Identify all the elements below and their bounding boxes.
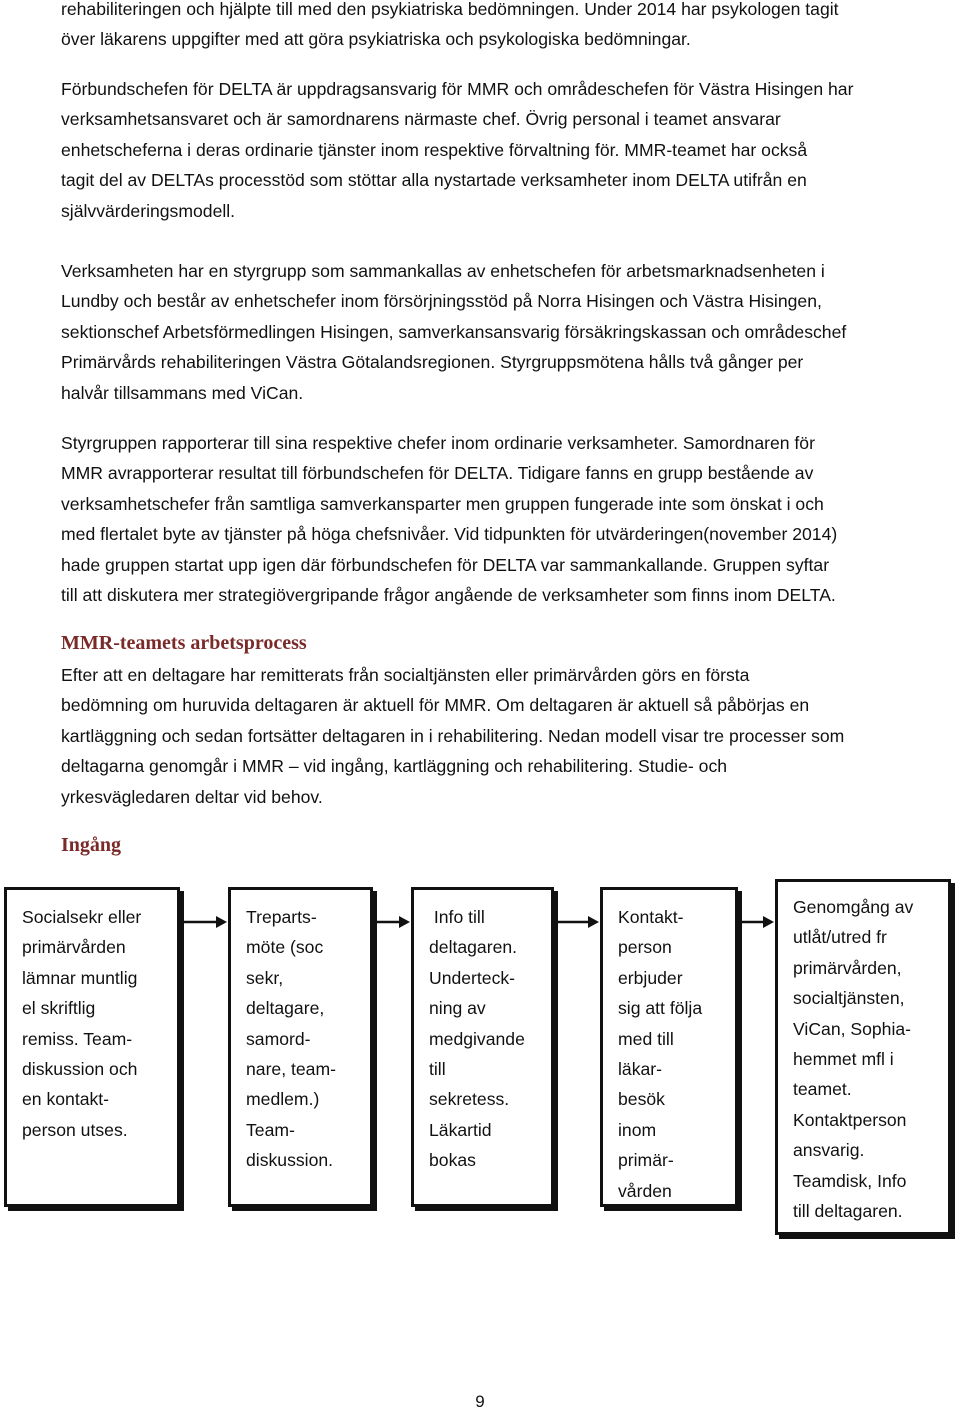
arrow-right-icon [740, 914, 775, 930]
box-line: Teamdisk, Info [793, 1170, 907, 1191]
box-line: medgivande [429, 1028, 525, 1049]
box-line: person utses. [22, 1119, 128, 1140]
box-line: till [429, 1059, 446, 1080]
box-line: medlem.) [246, 1089, 320, 1110]
box-line: nare, team- [246, 1059, 336, 1080]
text-line: kartläggning och sedan fortsätter deltagaren in i rehabilitering. Nedan modell visar tre processer som [61, 725, 845, 746]
box-line: Treparts- [246, 907, 317, 927]
text-line: sektionschef Arbetsförmedlingen Hisingen, samverkansansvarig försäkringskassan och områdeschef [61, 321, 847, 342]
box-line: socialtjänsten, [793, 988, 905, 1009]
box-line: Socialsekr eller [22, 907, 142, 927]
box-line: diskussion och [22, 1059, 138, 1080]
box-line: vården [618, 1180, 672, 1201]
text-line: Verksamheten har en styrgrupp som sammankallas av enhetschefen för arbetsmarknadsenheten i [61, 261, 825, 281]
box-line: Kontakt- [618, 907, 684, 927]
box-line: läkar- [618, 1059, 662, 1080]
text-line: halvår tillsammans med ViCan. [61, 382, 304, 403]
box-line: till deltagaren. [793, 1201, 903, 1222]
paragraph-arbetsprocess [61, 660, 954, 812]
text-line: Styrgruppen rapporterar till sina respektive chefer inom ordinarie verksamheter. Samordnaren för [61, 433, 815, 453]
box-line: bokas [429, 1150, 476, 1171]
box-line: Genomgång av [793, 897, 914, 917]
box-line: med till [618, 1028, 674, 1049]
box-line: person [618, 937, 672, 958]
text-line: verksamhetschefer från samtliga samverkansparter men gruppen fungerade inte som önskat i och [61, 493, 824, 514]
box-line: primär- [618, 1150, 674, 1171]
box-line: Läkartid [429, 1119, 492, 1140]
box-line: remiss. Team- [22, 1028, 133, 1049]
box-line: primärvården, [793, 957, 902, 978]
arrow-right-icon [556, 914, 600, 930]
box-line: deltagaren. [429, 937, 518, 958]
text-line: över läkarens uppgifter med att göra psykiatriska och psykologiska bedömningar. [61, 29, 691, 50]
text-line: deltagarna genomgår i MMR – vid ingång, kartläggning och rehabilitering. Studie- och [61, 756, 728, 777]
flow-step-1-remiss [4, 887, 180, 1207]
box-line: diskussion. [246, 1150, 334, 1171]
text-line: Efter att en deltagare har remitterats från socialtjänsten eller primärvården görs en första [61, 665, 750, 685]
section-heading-arbetsprocess: MMR-teamets arbetsprocess [61, 632, 307, 654]
box-line: teamet. [793, 1079, 852, 1100]
box-line: erbjuder [618, 967, 683, 988]
text-line: hade gruppen startat upp igen där förbundschefen för DELTA var sammankallande. Gruppen syftar [61, 554, 830, 575]
text-line: självvärderingsmodell. [61, 200, 236, 221]
text-line: verksamhetsansvaret och är samordnarens närmaste chef. Övrig personal i teamet ansvarar [61, 109, 781, 130]
box-line: ViCan, Sophia- [793, 1018, 912, 1039]
box-line: el skriftlig [22, 998, 96, 1019]
paragraph-intro [61, 0, 954, 55]
text-line: till att diskutera mer strategiövergripande frågor angående de verksamheter som finns inom DELTA. [61, 585, 836, 606]
flow-step-2-trepartsmote [228, 887, 373, 1207]
box-line: sekr, [246, 967, 284, 988]
box-line: besök [618, 1089, 665, 1110]
text-line: tagit del av DELTAs processtöd som stöttar alla nystartade verksamheter inom DELTA utifrån en [61, 170, 807, 191]
box-line: lämnar muntlig [22, 967, 138, 988]
box-line: ning av [429, 998, 486, 1019]
box-line: möte (soc [246, 937, 324, 958]
box-line: Team- [246, 1119, 295, 1140]
section-heading-ingang: Ingång [61, 834, 122, 856]
text-line: yrkesvägledaren deltar vid behov. [61, 786, 323, 807]
box-line: primärvården [22, 937, 126, 958]
box-line: samord- [246, 1028, 311, 1049]
box-line: Underteck- [429, 967, 516, 988]
box-line: inom [618, 1119, 657, 1140]
text-line: Lundby och består av enhetschefer inom försörjningsstöd på Norra Hisingen och Västra Hisingen, [61, 291, 822, 312]
box-line: sekretess. [429, 1089, 510, 1110]
box-line: sig att följa [618, 998, 703, 1019]
box-line: hemmet mfl i [793, 1049, 894, 1070]
text-line: MMR avrapporterar resultat till förbundschefen för DELTA. Tidigare fanns en grupp bestående av [61, 463, 814, 484]
box-line: en kontakt- [22, 1089, 110, 1110]
text-line: enhetscheferna i deras ordinarie tjänster inom respektive förvaltning för. MMR-teamet har också [61, 139, 808, 160]
box-line: deltagare, [246, 998, 325, 1019]
arrow-right-icon [375, 914, 411, 930]
flow-step-5-genomgang [775, 879, 951, 1235]
text-line: Primärvårds rehabiliteringen Västra Götalandsregionen. Styrgruppsmötena hålls två gånger per [61, 352, 804, 373]
flow-step-3-info-sekretess [411, 887, 554, 1207]
paragraph-styrgrupp [61, 256, 954, 408]
box-line: Kontaktperson [793, 1109, 907, 1130]
text-line: bedömning om huruvida deltagaren är aktuell för MMR. Om deltagaren är aktuell så påbörjas en [61, 695, 810, 716]
box-line: Info till [429, 907, 485, 927]
text-line: Förbundschefen för DELTA är uppdragsansvarig för MMR och områdeschefen för Västra Hisingen har [61, 79, 854, 99]
paragraph-rapportering [61, 428, 954, 610]
text-line: rehabiliteringen och hjälpte till med den psykiatriska bedömningen. Under 2014 har psykologen tagit [61, 0, 839, 19]
paragraph-delta-organisation [61, 74, 954, 226]
box-line: utlåt/utred fr [793, 927, 887, 948]
box-line: ansvarig. [793, 1140, 865, 1161]
text-line: med flertalet byte av tjänster på höga chefsnivåer. Vid tidpunkten för utvärderingen(november 2014) [61, 524, 838, 545]
page-number: 9 [475, 1392, 485, 1411]
flow-step-4-kontaktperson [600, 887, 738, 1207]
arrow-right-icon [182, 914, 228, 930]
